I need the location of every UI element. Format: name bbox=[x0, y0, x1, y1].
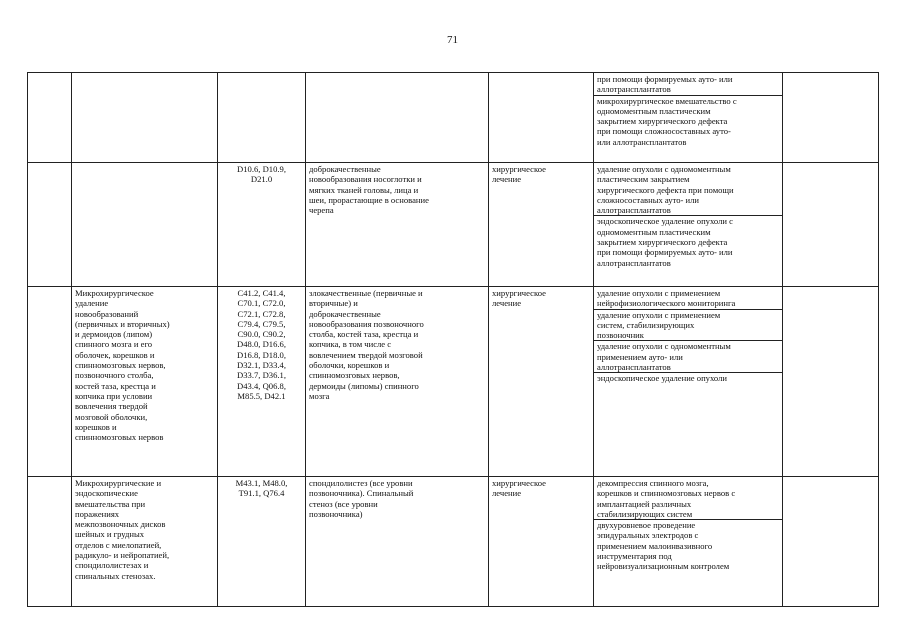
table-body bbox=[28, 73, 879, 607]
procedure-item: удаление опухоли с применением систем, стабилизирующих позвоночник bbox=[594, 309, 782, 341]
diagnosis-cell: злокачественные (первичные и вторичные) и доброкачественные новообразования позвоночного столба, костей таза, крестца и копчика, в том числе с вовлечением твердой мозговой оболочки, корешков и спинномозговых нервов, дермоиды (липомы) спинного мозга bbox=[306, 287, 489, 477]
procedures-cell bbox=[594, 73, 783, 163]
procedure-item: эндоскопическое удаление опухоли bbox=[594, 372, 782, 383]
diagnosis-cell: спондилолистез (все уровни позвоночника). Спинальный стеноз (все уровни позвоночника) bbox=[306, 477, 489, 607]
procedures-cell bbox=[594, 163, 783, 287]
procedure-item: при помощи формируемых ауто- или аллотрансплантатов bbox=[597, 74, 733, 95]
table-row bbox=[28, 477, 879, 607]
diagnosis-cell: доброкачественные новообразования носоглотки и мягких тканей головы, лица и шеи, прорастающие в основание черепа bbox=[306, 163, 489, 287]
method-cell: Микрохирургическое удаление новообразований (первичных и вторичных) и дермоидов (липом) спинного мозга и его оболочек, корешков и спинномозговых нервов, позвоночного столба, костей таза, крестца и копчика при условии вовлечения твердой мозговой оболочки, корешков и спинномозговых нервов bbox=[72, 287, 218, 477]
method-cell bbox=[72, 163, 218, 287]
cost-cell bbox=[783, 163, 879, 287]
icd-codes-cell: M43.1, M48.0, T91.1, Q76.4 bbox=[218, 477, 306, 607]
treatment-type-cell bbox=[489, 73, 594, 163]
icd-codes-cell: C41.2, C41.4, C70.1, C72.0, C72.1, C72.8, C79.4, C79.5, C90.0, C90.2, D48.0, D16.6, D16.8, D18.0, D32.1, D33.4, D33.7, D36.1, D43.4, Q06.8, M85.5, D42.1 bbox=[218, 287, 306, 477]
treatment-table bbox=[27, 72, 879, 607]
procedure-item: удаление опухоли с одномоментным применением ауто- или аллотрансплантатов bbox=[594, 340, 782, 372]
procedure-item: декомпрессия спинного мозга, корешков и спинномозговых нервов с имплантацией различных стабилизирующих систем bbox=[597, 478, 736, 519]
row-number-cell bbox=[28, 73, 72, 163]
procedure-item: удаление опухоли с применением нейрофизиологического мониторинга bbox=[597, 288, 736, 309]
procedure-item: удаление опухоли с одномоментным пластическим закрытием хирургического дефекта при помощи сложносоставных ауто- или аллотрансплантатов bbox=[597, 164, 734, 216]
table-row bbox=[28, 163, 879, 287]
procedure-item: двухуровневое проведение эпидуральных электродов с применением малоинвазивного инструментария под нейровизуализационным контролем bbox=[594, 519, 782, 571]
treatment-type-cell: хирургическое лечение bbox=[489, 287, 594, 477]
cost-cell bbox=[783, 287, 879, 477]
row-number-cell bbox=[28, 287, 72, 477]
row-number-cell bbox=[28, 477, 72, 607]
method-cell: Микрохирургические и эндоскопические вмешательства при поражениях межпозвоночных дисков шейных и грудных отделов с миелопатией, радикуло- и нейропатией, спондилолистезах и спинальных стенозах. bbox=[72, 477, 218, 607]
page-number: 71 bbox=[447, 34, 458, 46]
procedure-item: эндоскопическое удаление опухоли с одномоментным пластическим закрытием хирургического дефекта при помощи формируемых ауто- или аллотрансплантатов bbox=[594, 215, 782, 267]
table-row bbox=[28, 73, 879, 163]
row-number-cell bbox=[28, 163, 72, 287]
treatment-type-cell: хирургическое лечение bbox=[489, 477, 594, 607]
table-row bbox=[28, 287, 879, 477]
diagnosis-cell bbox=[306, 73, 489, 163]
method-cell bbox=[72, 73, 218, 163]
procedures-cell bbox=[594, 477, 783, 607]
procedures-cell bbox=[594, 287, 783, 477]
treatment-type-cell: хирургическое лечение bbox=[489, 163, 594, 287]
icd-codes-cell bbox=[218, 73, 306, 163]
procedure-item: микрохирургическое вмешательство с одномоментным пластическим закрытием хирургического дефекта при помощи сложносоставных ауто- или аллотрансплантатов bbox=[594, 95, 782, 147]
icd-codes-cell: D10.6, D10.9, D21.0 bbox=[218, 163, 306, 287]
cost-cell bbox=[783, 477, 879, 607]
cost-cell bbox=[783, 73, 879, 163]
